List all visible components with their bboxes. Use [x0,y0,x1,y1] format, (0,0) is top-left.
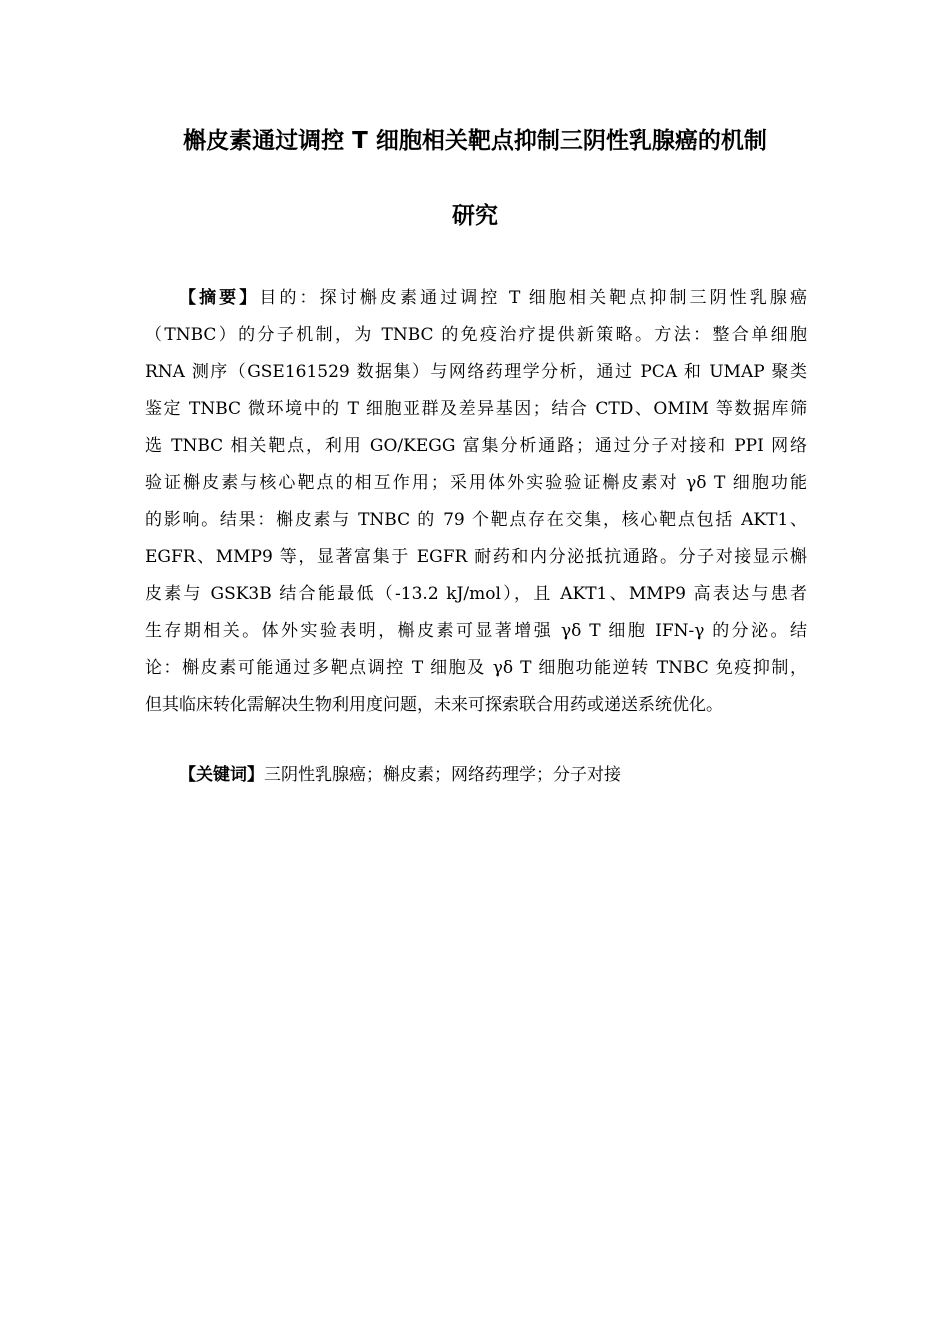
abstract-label: 【摘要】 [179,288,260,308]
keywords-text: 三阴性乳腺癌；槲皮素；网络药理学；分子对接 [264,765,621,785]
keywords-paragraph [179,757,621,794]
abstract-line: 的影响。结果：槲皮素与 TNBC 的 79 个靶点存在交集，核心靶点包括 AKT1、 [145,510,807,530]
abstract-line: （TNBC）的分子机制，为 TNBC 的免疫治疗提供新策略。方法：整合单细胞 [145,325,807,345]
title-line-1: 槲皮素通过调控 T 细胞相关靶点抑制三阴性乳腺癌的机制 [183,128,767,154]
abstract-line: 皮素与 GSK3B 结合能最低（-13.2 kJ/mol），且 AKT1、MMP9 高表达与患者 [145,584,807,604]
abstract-line: 论：槲皮素可能通过多靶点调控 T 细胞及 γδ T 细胞功能逆转 TNBC 免疫抑制， [145,658,807,678]
abstract-line: RNA 测序（GSE161529 数据集）与网络药理学分析，通过 PCA 和 UMAP 聚类 [145,362,807,382]
abstract-line: 生存期相关。体外实验表明，槲皮素可显著增强 γδ T 细胞 IFN-γ 的分泌。结 [145,621,807,641]
abstract-line: 选 TNBC 相关靶点，利用 GO/KEGG 富集分析通路；通过分子对接和 PPI 网络 [145,436,807,456]
abstract-line: EGFR、MMP9 等，显著富集于 EGFR 耐药和内分泌抵抗通路。分子对接显示槲 [145,547,807,567]
abstract-line: 验证槲皮素与核心靶点的相互作用；采用体外实验验证槲皮素对 γδ T 细胞功能 [145,473,807,493]
abstract-line-text: 目的：探讨槲皮素通过调控 T 细胞相关靶点抑制三阴性乳腺癌 [259,288,807,308]
abstract-paragraph [145,280,807,724]
abstract-line: 鉴定 TNBC 微环境中的 T 细胞亚群及差异基因；结合 CTD、OMIM 等数据库筛 [145,399,807,419]
abstract-line: 但其临床转化需解决生物利用度问题，未来可探索联合用药或递送系统优化。 [145,695,723,715]
title-line-2: 研究 [452,203,498,229]
keywords-label: 【关键词】 [179,765,264,785]
abstract-line [145,280,807,317]
